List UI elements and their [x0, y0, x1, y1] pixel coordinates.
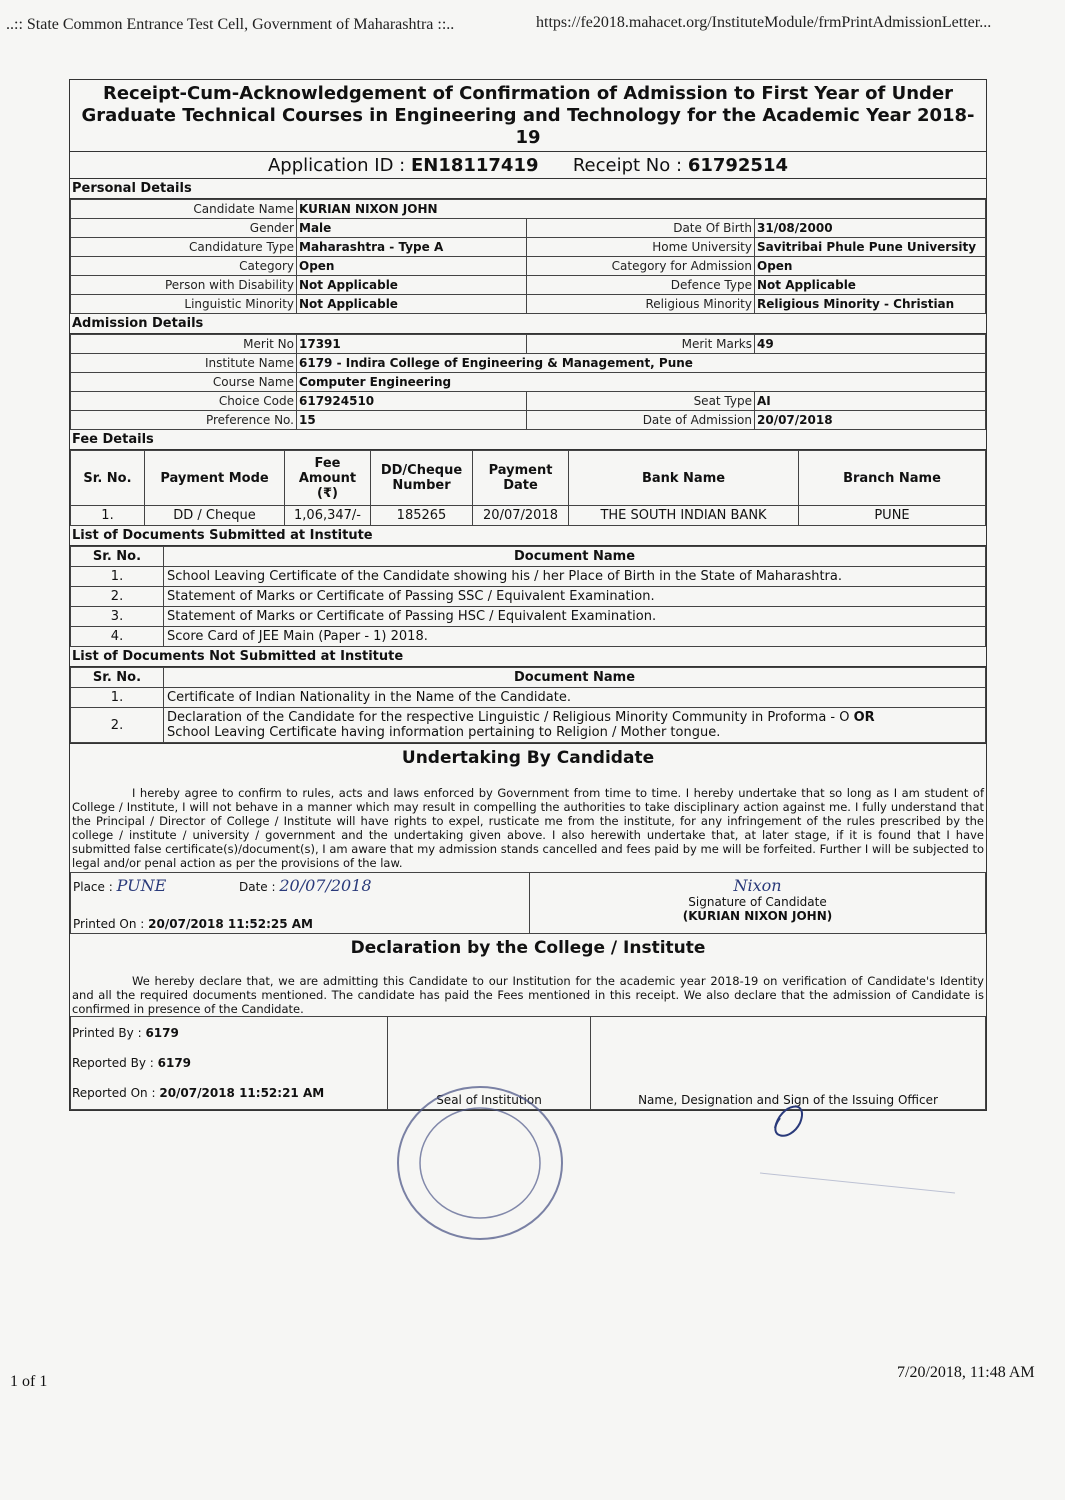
doc-sr: 2. — [71, 587, 164, 607]
personal-details-heading: Personal Details — [70, 179, 986, 199]
docs-submitted-heading: List of Documents Submitted at Institute — [70, 526, 986, 546]
page-count: 1 of 1 — [10, 1373, 48, 1390]
date-handwritten: 20/07/2018 — [279, 876, 372, 895]
undertaking-section — [70, 743, 986, 934]
docs-submitted-col-sr: Sr. No. — [71, 547, 164, 567]
fee-header-dd: DD/Cheque Number — [371, 451, 473, 506]
category-admission-value: Open — [755, 257, 986, 276]
dob-value: 31/08/2000 — [755, 219, 986, 238]
candidature-type-label: Candidature Type — [71, 238, 297, 257]
reported-by-label: Reported By : — [72, 1056, 154, 1070]
candidate-name-label: Candidate Name — [71, 200, 297, 219]
table-row — [71, 688, 986, 708]
merit-marks-value: 49 — [755, 335, 986, 354]
receipt-title: Receipt-Cum-Acknowledgement of Confirmation of Admission to First Year of Under Graduate Technical Courses in Engineering and Technology for the Academic Year 2018-19 — [70, 80, 986, 152]
fee-details-heading: Fee Details — [70, 430, 986, 450]
institution-seal-stamp — [385, 1078, 575, 1248]
fee-date: 20/07/2018 — [473, 506, 569, 526]
fee-sr: 1. — [71, 506, 145, 526]
table-row — [71, 506, 986, 526]
printed-by-label: Printed By : — [72, 1026, 142, 1040]
category-value: Open — [297, 257, 527, 276]
doc-name-part-b: School Leaving Certificate having information pertaining to Religion / Mother tongue. — [167, 725, 721, 740]
officer-cell — [591, 1017, 986, 1110]
category-admission-label: Category for Admission — [527, 257, 755, 276]
gender-label: Gender — [71, 219, 297, 238]
disability-value: Not Applicable — [297, 276, 527, 295]
registrar-stamp — [720, 1098, 960, 1208]
place-date-cell — [71, 873, 530, 934]
docs-submitted-col-doc: Document Name — [164, 547, 986, 567]
institute-name-value: 6179 - Indira College of Engineering & Management, Pune — [297, 354, 986, 373]
place-handwritten: PUNE — [116, 876, 167, 895]
personal-details-table — [70, 199, 986, 314]
fee-header-amount: Fee Amount (₹) — [285, 451, 371, 506]
docs-submitted-table — [70, 546, 986, 647]
doc-sr: 1. — [71, 567, 164, 587]
choice-code-label: Choice Code — [71, 392, 297, 411]
doc-name-or: OR — [853, 710, 875, 725]
merit-no-label: Merit No — [71, 335, 297, 354]
place-label: Place : — [73, 880, 113, 894]
gender-value: Male — [297, 219, 527, 238]
table-row — [71, 627, 986, 647]
doc-name: Statement of Marks or Certificate of Passing SSC / Equivalent Examination. — [164, 587, 986, 607]
disability-label: Person with Disability — [71, 276, 297, 295]
fee-amount: 1,06,347/- — [285, 506, 371, 526]
fee-mode: DD / Cheque — [145, 506, 285, 526]
merit-no-value: 17391 — [297, 335, 527, 354]
fee-header-branch: Branch Name — [799, 451, 986, 506]
date-of-admission-value: 20/07/2018 — [755, 411, 986, 430]
doc-sr: 3. — [71, 607, 164, 627]
candidate-signature: Nixon — [733, 876, 782, 895]
candidature-type-value: Maharashtra - Type A — [297, 238, 527, 257]
docs-not-submitted-col-sr: Sr. No. — [71, 668, 164, 688]
home-university-label: Home University — [527, 238, 755, 257]
religious-minority-value: Religious Minority - Christian — [755, 295, 986, 314]
reported-by-value: 6179 — [157, 1056, 192, 1070]
course-name-label: Course Name — [71, 373, 297, 392]
printed-on-label: Printed On : — [73, 917, 145, 931]
reported-on-value: 20/07/2018 11:52:21 AM — [159, 1086, 325, 1100]
doc-sr: 4. — [71, 627, 164, 647]
candidate-signature-cell — [530, 873, 986, 934]
preference-no-label: Preference No. — [71, 411, 297, 430]
fee-header-bank: Bank Name — [569, 451, 799, 506]
fee-header-mode: Payment Mode — [145, 451, 285, 506]
seat-type-value: AI — [755, 392, 986, 411]
docs-not-submitted-heading: List of Documents Not Submitted at Institute — [70, 647, 986, 667]
receipt-no-value: 61792514 — [687, 155, 789, 176]
dob-label: Date Of Birth — [527, 219, 755, 238]
course-name-value: Computer Engineering — [297, 373, 986, 392]
signature-label: Signature of Candidate — [688, 895, 827, 909]
home-university-value: Savitribai Phule Pune University — [755, 238, 986, 257]
doc-name: Certificate of Indian Nationality in the Name of the Candidate. — [164, 688, 986, 708]
doc-name: School Leaving Certificate of the Candidate showing his / her Place of Birth in the State of Maharashtra. — [164, 567, 986, 587]
admission-receipt — [69, 79, 987, 1111]
fee-dd-number: 185265 — [371, 506, 473, 526]
doc-name: Score Card of JEE Main (Paper - 1) 2018. — [164, 627, 986, 647]
linguistic-minority-value: Not Applicable — [297, 295, 527, 314]
institute-name-label: Institute Name — [71, 354, 297, 373]
doc-name-part-a: Declaration of the Candidate for the respective Linguistic / Religious Minority Community in Proforma - O — [167, 710, 854, 725]
linguistic-minority-label: Linguistic Minority — [71, 295, 297, 314]
fee-details-table — [70, 450, 986, 526]
print-timestamp: 7/20/2018, 11:48 AM — [897, 1364, 1035, 1381]
id-row — [70, 152, 986, 179]
candidate-name-value: KURIAN NIXON JOHN — [297, 200, 986, 219]
seal-label: Seal of Institution — [436, 1093, 542, 1107]
doc-sr: 2. — [71, 708, 164, 743]
date-of-admission-label: Date of Admission — [527, 411, 755, 430]
docs-not-submitted-table — [70, 667, 986, 743]
declaration-text: We hereby declare that, we are admitting this Candidate to our Institution for the academic year 2018-19 on verification of Candidate's Identity and all the required documents mentioned. The candidate has paid the Fees mentioned in this receipt. We also declare that the admission of Candidate is confirmed in presence of the Candidate. — [72, 974, 984, 1016]
fee-branch: PUNE — [799, 506, 986, 526]
seat-type-label: Seat Type — [527, 392, 755, 411]
merit-marks-label: Merit Marks — [527, 335, 755, 354]
preference-no-value: 15 — [297, 411, 527, 430]
table-row — [71, 567, 986, 587]
docs-not-submitted-col-doc: Document Name — [164, 668, 986, 688]
defence-type-label: Defence Type — [527, 276, 755, 295]
admission-details-heading: Admission Details — [70, 314, 986, 334]
table-row — [71, 708, 986, 743]
printed-reported-cell — [71, 1017, 388, 1110]
browser-header-url: https://fe2018.mahacet.org/InstituteModule/frmPrintAdmissionLetter... — [536, 14, 992, 31]
admission-details-table — [70, 334, 986, 430]
fee-header-row — [71, 451, 986, 506]
browser-header-title: ..:: State Common Entrance Test Cell, Government of Maharashtra ::.. — [6, 16, 455, 33]
undertaking-signature-table — [70, 872, 986, 934]
choice-code-value: 617924510 — [297, 392, 527, 411]
table-row — [71, 587, 986, 607]
undertaking-text: I hereby agree to confirm to rules, acts and laws enforced by Government from time to time. I hereby undertake that so long as I am student of College / Institute, I will not behave in a manner which may result in compelling the authorities to take disciplinary action against me. I fully understand that the Principal / Director of College / Institute will have rights to expel, rusticate me from the institute, for any infringement of the rules prescribed by the college / institute / university / government and the undertaking given above. I also herewith undertake that, at later stage, if it is found that I have submitted false certificate(s)/document(s), I am aware that my admission stands cancelled and fees paid by me will be forfeited. Further I will be subjected to legal and/or penal action as per the provisions of the law. — [72, 786, 984, 870]
reported-on-label: Reported On : — [72, 1086, 156, 1100]
officer-label: Name, Designation and Sign of the Issuing Officer — [638, 1093, 938, 1107]
table-row — [71, 607, 986, 627]
fee-header-date: Payment Date — [473, 451, 569, 506]
date-label: Date : — [239, 880, 276, 894]
declaration-heading: Declaration by the College / Institute — [350, 938, 706, 958]
category-label: Category — [71, 257, 297, 276]
application-id-value: EN18117419 — [410, 155, 539, 176]
application-id-label: Application ID : — [267, 155, 406, 176]
doc-sr: 1. — [71, 688, 164, 708]
doc-name — [164, 708, 986, 743]
defence-type-value: Not Applicable — [755, 276, 986, 295]
doc-name: Statement of Marks or Certificate of Passing HSC / Equivalent Examination. — [164, 607, 986, 627]
fee-bank: THE SOUTH INDIAN BANK — [569, 506, 799, 526]
undertaking-heading: Undertaking By Candidate — [401, 748, 655, 768]
religious-minority-label: Religious Minority — [527, 295, 755, 314]
signature-name: (KURIAN NIXON JOHN) — [682, 909, 833, 923]
printed-on-value: 20/07/2018 11:52:25 AM — [148, 917, 313, 931]
printed-by-value: 6179 — [145, 1026, 179, 1040]
receipt-no-label: Receipt No : — [572, 155, 683, 176]
fee-header-sr: Sr. No. — [71, 451, 145, 506]
